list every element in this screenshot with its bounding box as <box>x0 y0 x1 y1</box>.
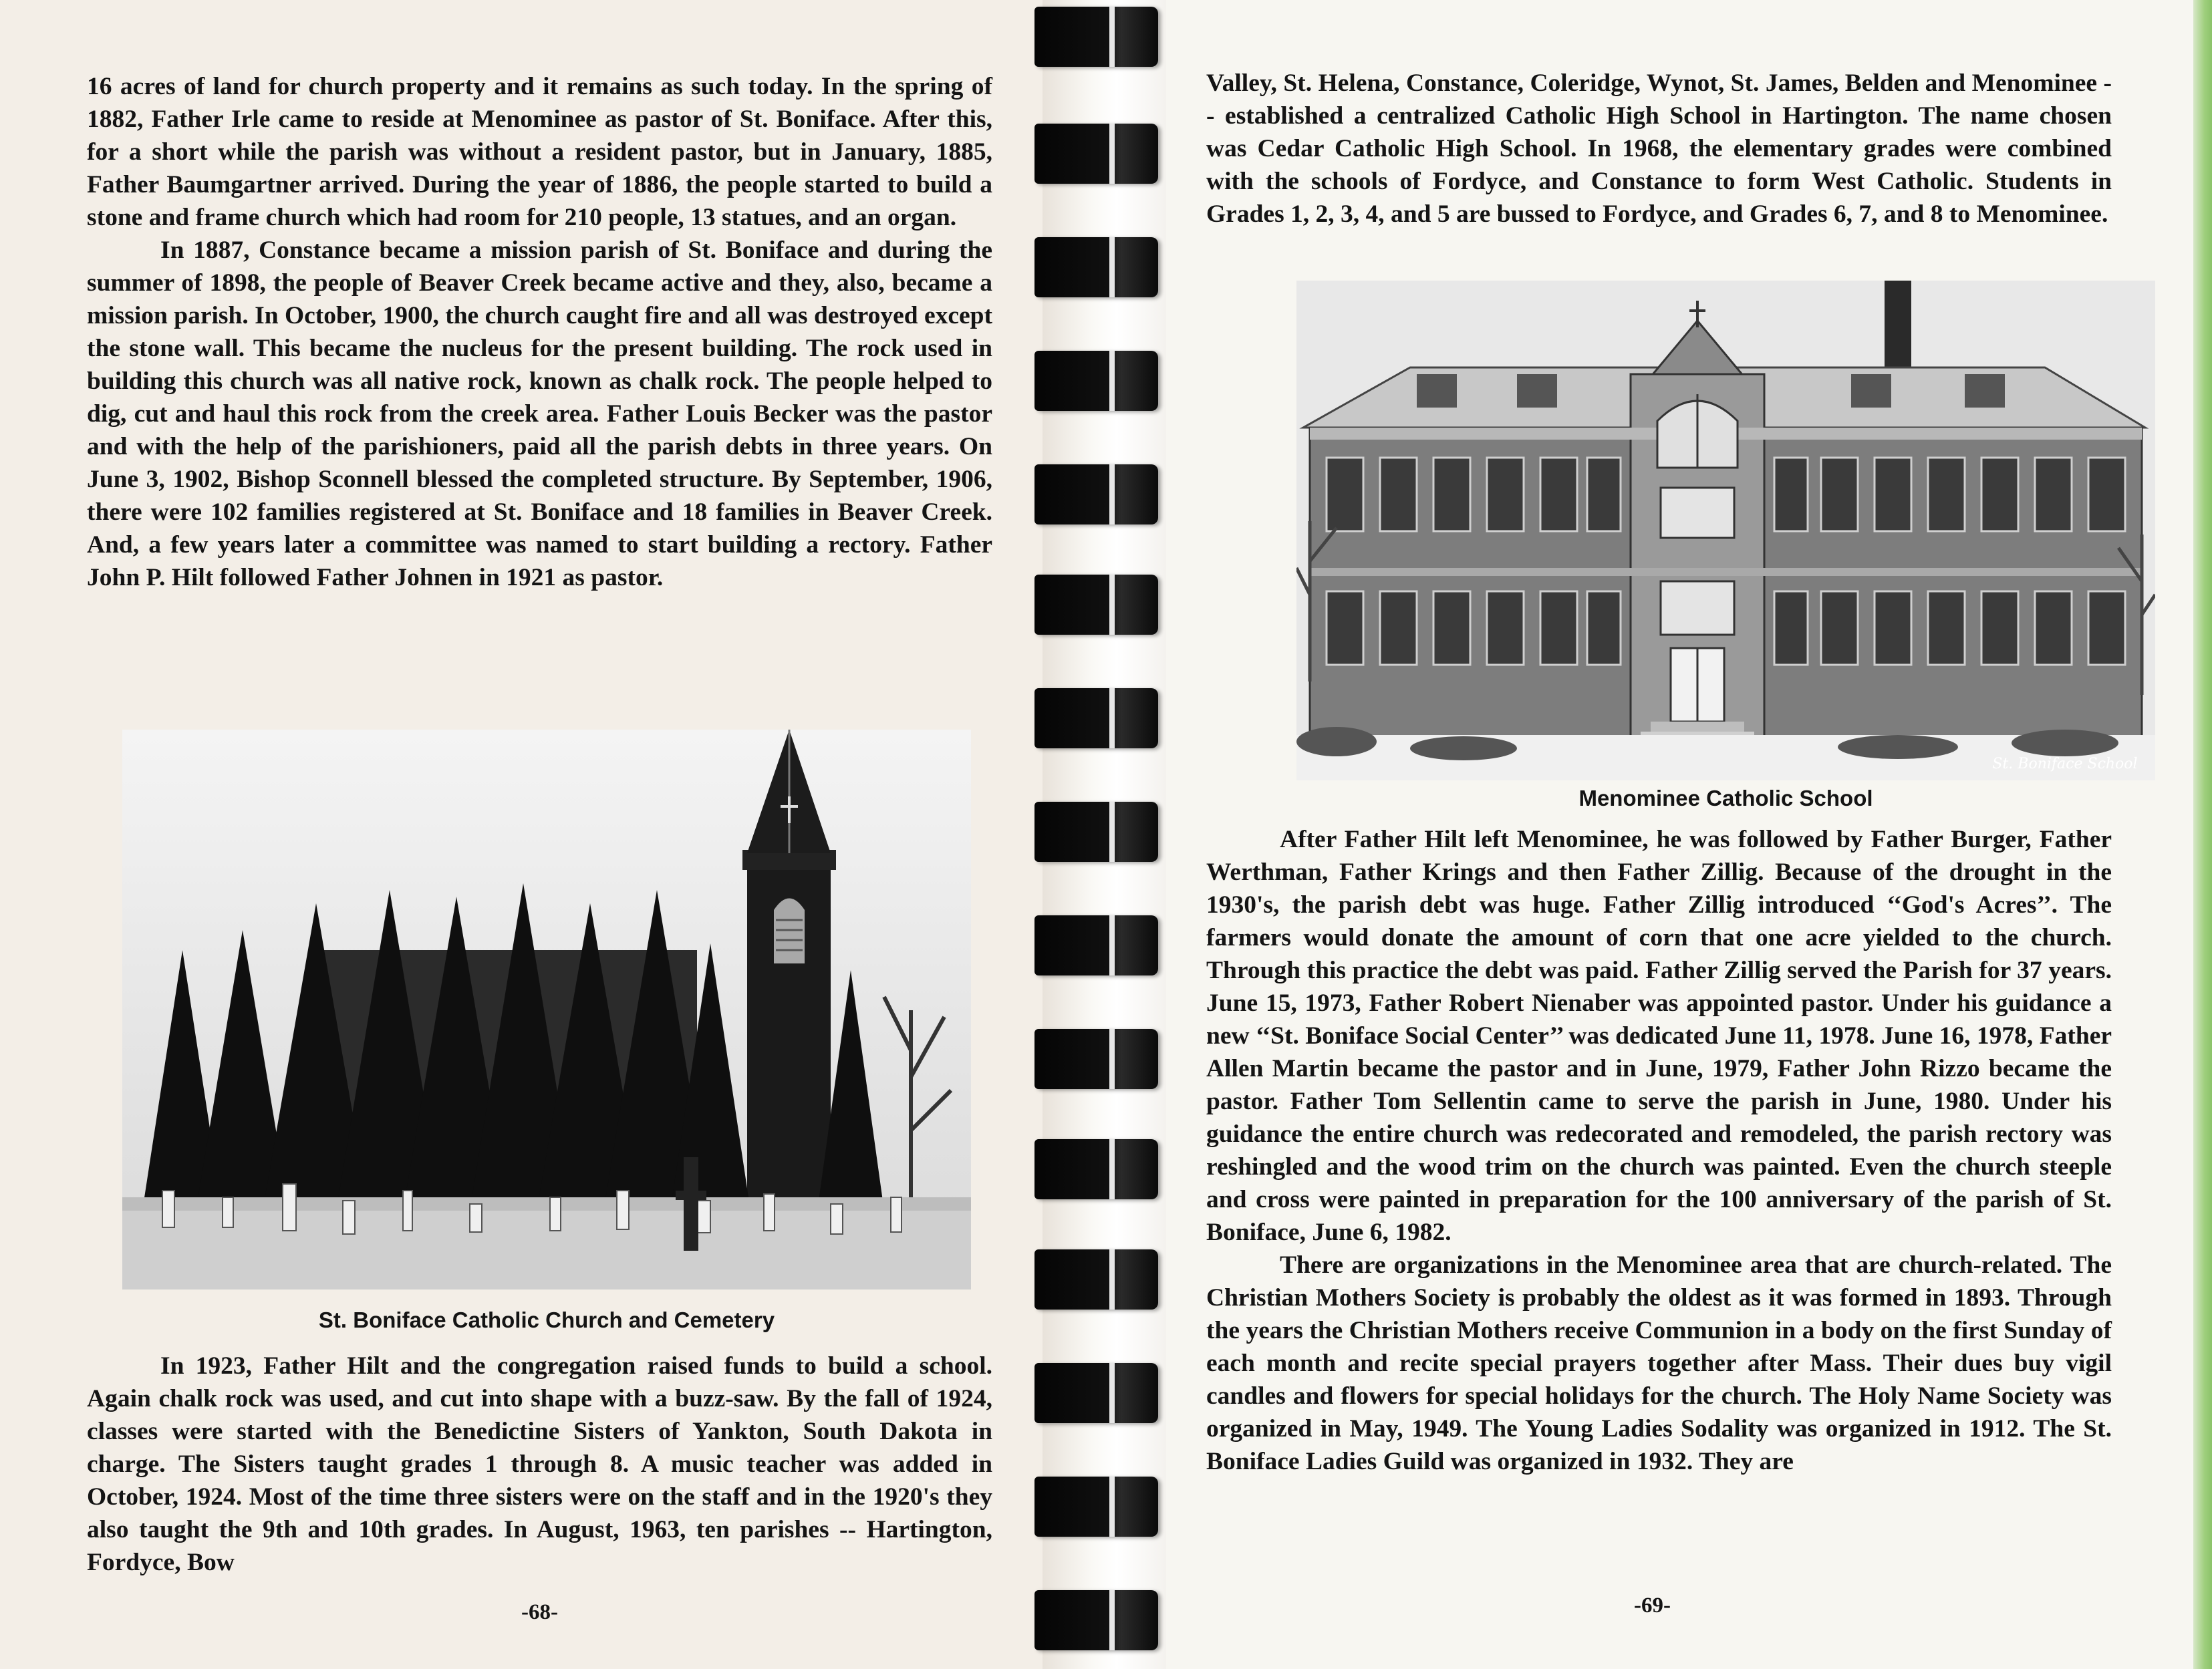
page-edge-stripe <box>2193 0 2212 1669</box>
spiral-ring <box>1034 464 1158 524</box>
spiral-ring <box>1034 1590 1158 1650</box>
church-cemetery-photo <box>122 730 971 1289</box>
left-paragraph-2: In 1887, Constance became a mission parish of St. Boniface and during the summer of 1898, the people of Beaver Creek became active and they, also, became a mission parish. In October, 1900, the church caught fire and all was destroyed except the stone wall. This became the nucleus for the present building. The rock used in building this church was all native rock, known as chalk rock. The people helped to dig, cut and haul this rock from the creek area. Father Louis Becker was the pastor and with the help of the parishioners, paid all the parish debts in three years. On June 3, 1902, Bishop Sconnell blessed the completed structure. By September, 1906, there were 102 families registered at St. Boniface and 18 families in Beaver Creek. And, a few years later a committee was named to start building a rectory. Father John P. Hilt followed Father Johnen in 1921 as pastor. <box>87 237 992 591</box>
spiral-ring <box>1034 1477 1158 1537</box>
spiral-ring <box>1034 802 1158 862</box>
right-paragraph-1: Valley, St. Helena, Constance, Coleridge, Wynot, St. James, Belden and Menominee -- established a centralized Catholic High School in Hartington. The name chosen was Cedar Catholic High School. In 1968, the elementary grades were combined with the schools of Fordyce, and Constance to form West Catholic. Students in Grades 1, 2, 3, 4, and 5 are bussed to Fordyce, and Grades 6, 7, and 8 to Menominee. <box>1206 69 2112 228</box>
church-photo-caption: St. Boniface Catholic Church and Cemetery <box>318 1308 775 1332</box>
spiral-ring <box>1034 688 1158 748</box>
spiral-ring <box>1034 1363 1158 1423</box>
spiral-ring <box>1034 351 1158 411</box>
spiral-ring <box>1034 237 1158 297</box>
spiral-ring <box>1034 575 1158 635</box>
right-paragraph-3: There are organizations in the Menominee area that are church-related. The Christian Mothers Society is probably the oldest as it was formed in 1893. Through the years the Christian Mothers receive Communion in a body on the first Sunday of each month and recite special prayers together after Mass. Their dues buy vigil candles and flowers for special holidays for the church. The Holy Name Society was organized in May, 1949. The Young Ladies Sodality was organized in 1912. The St. Boniface Ladies Guild was organized in 1932. They are <box>1206 1251 2112 1475</box>
spiral-ring <box>1034 915 1158 975</box>
right-paragraph-2: After Father Hilt left Menominee, he was followed by Father Burger, Father Werthman, Father Krings and then Father Zillig. Because of the drought in the 1930's, the parish debt was huge. Father Zillig introduced ‘‘God's Acres’’. The farmers would donate the amount of corn that one acre yielded to the church. Through this practice the debt was paid. Father Zillig served the Parish for 37 years. June 15, 1973, Father Robert Nienaber was appointed pastor. Under his guidance a new ‘‘St. Boniface Social Center’’ was dedicated June 11, 1978. June 16, 1978, Father Allen Martin became the pastor and in June, 1979, Father John Rizzo became the pastor. Father Tom Sellentin came to serve the parish in June, 1980. Under his guidance the entire church was redecorated and remodeled, the parish rectory was reshingled and the wood trim on the church was painted. Even the church steeple and cross were painted in preparation for the 100 anniversary of the parish of St. Boniface, June 6, 1982. <box>1206 826 2112 1246</box>
left-paragraph-1: 16 acres of land for church property and it remains as such today. In the spring of 1882, Father Irle came to reside at Menominee as pastor of St. Boniface. After this, for a short while the parish was without a resident pastor, but in January, 1885, Father Baumgartner arrived. During the year of 1886, the people started to build a stone and frame church which had room for 210 people, 13 statues, and an organ. <box>87 73 992 231</box>
spiral-ring <box>1034 1139 1158 1199</box>
left-bottom-text <box>87 1350 992 1579</box>
school-photo <box>1296 281 2155 780</box>
right-bottom-text <box>1206 823 2112 1478</box>
school-photo-caption: Menominee Catholic School <box>1578 786 1873 810</box>
school-photo-inscription: St. Boniface School <box>1992 756 2138 772</box>
spiral-ring <box>1034 1249 1158 1310</box>
page-number-69: -69- <box>1634 1594 1671 1618</box>
spiral-ring <box>1034 7 1158 67</box>
right-top-text <box>1206 67 2112 231</box>
spiral-ring <box>1034 124 1158 184</box>
left-page <box>0 0 1043 1669</box>
left-paragraph-3: In 1923, Father Hilt and the congregation raised funds to build a school. Again chalk rock was used, and cut into shape with a buzz-saw. By the fall of 1924, classes were started with the Benedictine Sisters of Yankton, South Dakota in charge. The Sisters taught grades 1 through 8. A music teacher was added in October, 1924. Most of the time three sisters were on the staff and in the 1920's they also taught the 9th and 10th grades. In August, 1963, ten parishes -- Hartington, Fordyce, Bow <box>87 1352 992 1576</box>
right-page <box>1166 0 2212 1669</box>
spiral-ring <box>1034 1029 1158 1089</box>
page-number-68: -68- <box>521 1600 558 1624</box>
left-top-text <box>87 70 992 594</box>
